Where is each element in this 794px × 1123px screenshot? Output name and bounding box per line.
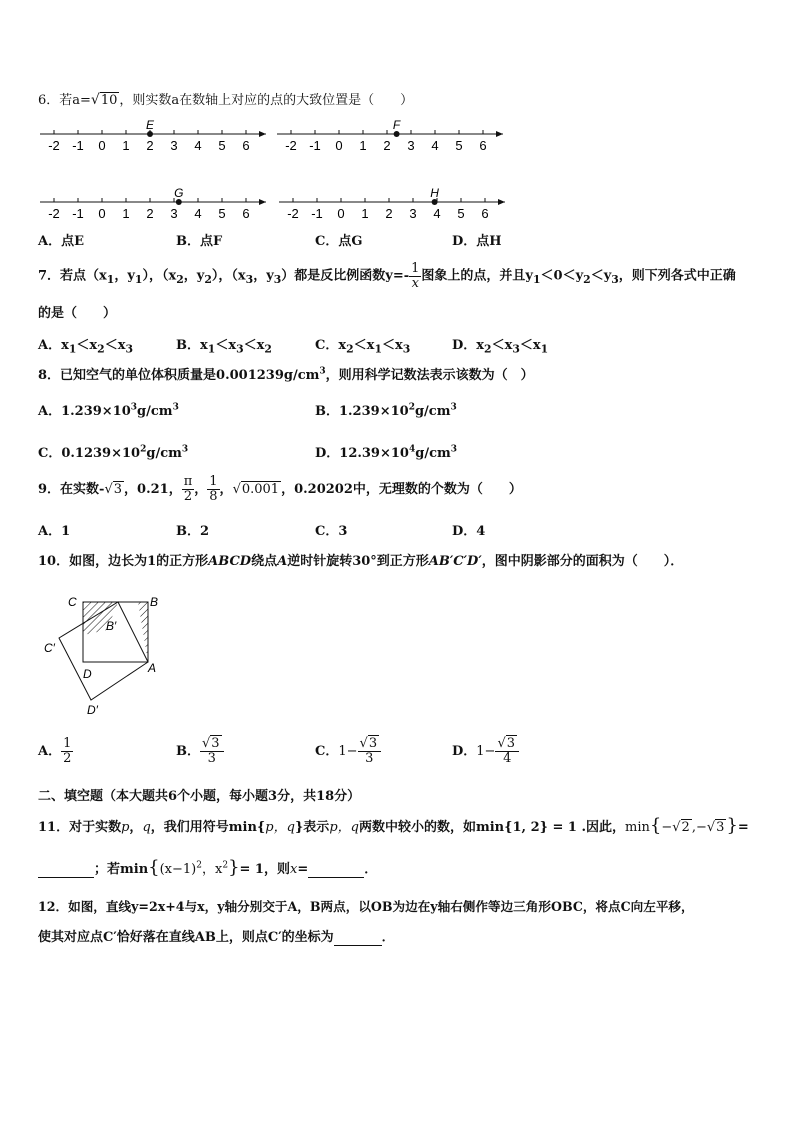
tick-label: -1 — [311, 206, 323, 221]
q7-option-c: C．$x_2<x_1<x_3$ — [315, 338, 411, 356]
tick-label: 0 — [98, 206, 106, 221]
q6-radicand: 10 — [100, 93, 118, 108]
point-label-f: F — [392, 118, 401, 132]
q11-answer-blank-2[interactable] — [308, 862, 364, 878]
label-c: C — [68, 595, 77, 609]
q9-fraction-pi: $\frac{\pi}{2}$ — [183, 474, 193, 504]
label-b-prime: B′ — [106, 619, 117, 633]
number-line-e — [40, 118, 266, 153]
q6-option-d: D．点H — [452, 234, 502, 249]
tick-label: 2 — [146, 138, 154, 153]
q7-stem: 7．若点（$x_1$，$y_1$），（$x_2$，$y_2$），（$x_3$，$y_3$）都是反比例函数y=- $\frac{1}{x}$ 图象上的点，并且$y_1<0<y_2<y_3$，则下列各式中正确 — [38, 261, 736, 291]
q12-line2: 使其对应点C′恰好落在直线AB上，则点C′的坐标为 ． — [38, 930, 395, 945]
label-d-prime: D′ — [87, 703, 98, 717]
axis-arrow — [259, 199, 266, 205]
q9-option-b: B．2 — [176, 524, 210, 539]
tick-label: 2 — [383, 138, 391, 153]
point-label-g: G — [174, 186, 184, 200]
label-d: D — [83, 667, 92, 681]
tick-label: 1 — [122, 138, 130, 153]
q11-answer-blank-1[interactable] — [38, 862, 94, 878]
tick-label: 6 — [242, 206, 250, 221]
tick-label: -2 — [287, 206, 299, 221]
q7-fraction: $\frac{1}{x}$ — [411, 261, 420, 291]
label-c-prime: C′ — [44, 641, 55, 655]
q9-fraction-eighth: $\frac{1}{8}$ — [209, 474, 218, 504]
tick-label: 5 — [457, 206, 465, 221]
tick-label: 4 — [433, 206, 441, 221]
tick-label: 0 — [98, 138, 106, 153]
tick-label: -1 — [309, 138, 321, 153]
number-line-f — [277, 118, 503, 153]
q6-option-b: B．点F — [176, 234, 223, 249]
q7-option-d: D．$x_2<x_3<x_1$ — [452, 338, 549, 356]
q9-option-a: A．1 — [38, 524, 71, 539]
tick-label: -2 — [48, 206, 60, 221]
q10-option-d: D．1− $\frac{√3}{4}$ — [452, 732, 519, 772]
section-heading: 二、填空题（本大题共6个小题，每小题3分，共18分） — [38, 789, 361, 804]
label-b: B — [150, 595, 159, 609]
tick-label: 2 — [385, 206, 393, 221]
q6-option-a: A．点E — [38, 234, 84, 249]
q8-option-a: A．$1.239\times 10^3g/cm^3$ — [38, 402, 179, 419]
tick-label: 0 — [335, 138, 343, 153]
q8-option-b: B．$1.239\times 10^2g/cm^3$ — [315, 402, 457, 419]
tick-label: 2 — [146, 206, 154, 221]
tick-label: 4 — [194, 138, 202, 153]
q7-stem-line2: 的是（ ） — [38, 306, 117, 321]
tick-label: 3 — [409, 206, 417, 221]
number-line-h — [279, 186, 505, 221]
q10-figure — [40, 590, 170, 720]
tick-label: -2 — [48, 138, 60, 153]
tick-label: 6 — [481, 206, 489, 221]
tick-label: 3 — [170, 138, 178, 153]
tick-label: 6 — [479, 138, 487, 153]
q7-option-b: B．$x_1<x_3<x_2$ — [176, 338, 272, 356]
q8-stem: 8．已知空气的单位体积质量是$0.001239g/cm^3$，则用科学记数法表示该数为（ ） — [38, 366, 534, 383]
tick-label: 1 — [361, 206, 369, 221]
axis-arrow — [496, 131, 503, 137]
q12-answer-blank[interactable] — [334, 930, 382, 946]
q10-option-a: A． $\frac{1}{2}$ — [38, 736, 72, 766]
q8-option-d: D．$12.39\times 10^4g/cm^3$ — [315, 444, 458, 461]
q11-stem: 11．对于实数p，q，我们用符号min{p，q}表示p，q两数中较小的数，如min{1, 2} = 1 .因此，min{−√2 ,−√3 }= — [38, 815, 749, 836]
label-a: A — [148, 661, 157, 675]
tick-label: 4 — [431, 138, 439, 153]
tick-label: 6 — [242, 138, 250, 153]
q9-option-d: D．4 — [452, 524, 486, 539]
tick-label: 3 — [407, 138, 415, 153]
tick-label: 1 — [359, 138, 367, 153]
tick-label: 4 — [194, 206, 202, 221]
q8-option-c: C．$0.1239\times 10^2g/cm^3$ — [38, 444, 189, 461]
q6-number-lines — [0, 0, 794, 230]
q7-option-a: A．$x_1<x_2<x_3$ — [38, 338, 134, 356]
axis-arrow — [498, 199, 505, 205]
axis-arrow — [259, 131, 266, 137]
tick-label: -1 — [72, 138, 84, 153]
tick-label: -1 — [72, 206, 84, 221]
point-label-h: H — [430, 186, 439, 200]
q6-stem: 6．若a=√10 ，则实数a在数轴上对应的点的大致位置是（ ） — [38, 92, 414, 108]
tick-label: 5 — [218, 206, 226, 221]
q10-stem: 10．如图，边长为1的正方形ABCD绕点A逆时针旋转30°到正方形AB′C′D′，图中阴影部分的面积为（ ）． — [38, 554, 684, 569]
tick-label: 5 — [455, 138, 463, 153]
point-label-e: E — [145, 118, 155, 132]
q11-line2: ；若$\min\{(x-1)^2$，$x^2\}= 1$，则x= ． — [38, 857, 377, 878]
q10-option-b: B． $\frac{√3}{3}$ — [176, 732, 224, 772]
number-line-g — [40, 186, 266, 221]
q6-option-c: C．点G — [315, 234, 363, 249]
q10-option-c: C．1− $\frac{√3}{3}$ — [315, 732, 381, 772]
q12-line1: 12．如图，直线y=2x+4与x，y轴分别交于A，B两点，以OB为边在y轴右侧作等边三角形OBC，将点C向左平移， — [38, 899, 694, 914]
tick-label: 5 — [218, 138, 226, 153]
tick-label: 1 — [122, 206, 130, 221]
tick-label: 3 — [170, 206, 178, 221]
tick-label: -2 — [285, 138, 297, 153]
q9-stem: 9．在实数-√3 ，0.21， $\frac{\pi}{2}$ ， $\frac{1}{8}$ ，√0.001 ，0.20202中，无理数的个数为（ ） — [38, 474, 522, 504]
tick-label: 0 — [337, 206, 345, 221]
q9-option-c: C．3 — [315, 524, 348, 539]
